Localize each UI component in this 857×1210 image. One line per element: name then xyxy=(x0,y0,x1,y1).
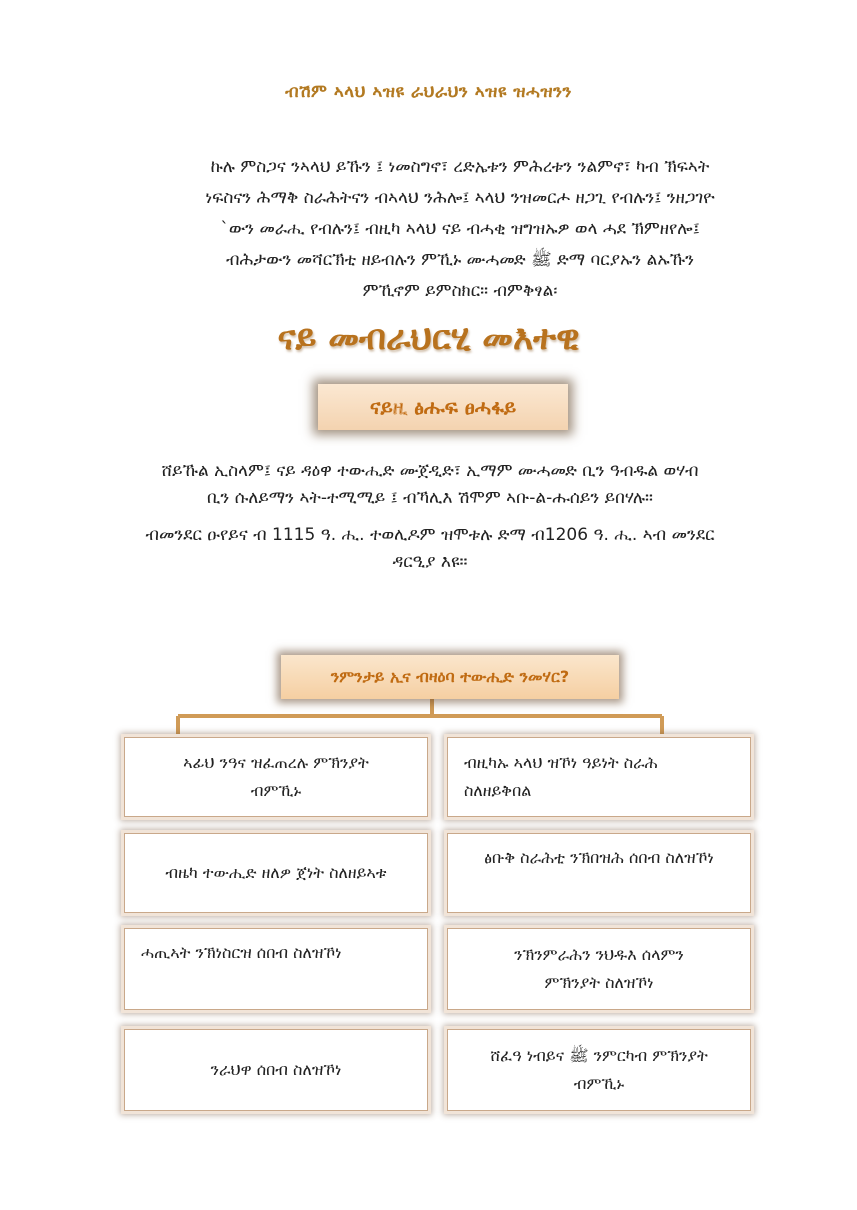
reason-text: ኣፊህ ንዓና ዝፈጠረሉ ምኽንያት xyxy=(183,753,369,772)
reason-box xyxy=(447,737,751,817)
reason-text: ብምኺኑ xyxy=(250,781,302,800)
intro-line: `ውን መራሒ የብሉን፤ ብዚካ ኣላህ ናይ ብሓቂ ዝግዝኡዎ ወላ ሓደ ኽምዘየሎ፤ xyxy=(220,219,700,239)
reason-box xyxy=(124,833,428,913)
reason-box xyxy=(447,833,751,913)
reason-text: ምኽንያት ስለዝኾነ xyxy=(544,973,654,992)
center-question-text: ንምንታይ ኢና ብዛዕባ ተውሒድ ንመሃር? xyxy=(330,667,570,686)
reason-text: ብምኺኑ xyxy=(573,1074,625,1093)
intro-line: ነፍስናን ሕማቅ ስራሕትናን ብኣላህ ንሕሎ፤ ኣላህ ንዝመርሖ ዘጋጊ የብሉን፤ ንዘጋገዮ xyxy=(205,188,715,208)
reason-box xyxy=(124,1029,428,1111)
diagram-center-question xyxy=(281,655,619,699)
intro-line: ብሕታውን መሻርኽቲ ዘይብሉን ምኺኑ ሙሓመድ ﷺ ድማ ባርያኡን ልኡኹን xyxy=(226,250,694,270)
basmala-heading: ብሽም ኣላህ ኣዝዩ ራህራህን ኣዝዩ ዝሓዝንን xyxy=(285,82,572,102)
reason-box xyxy=(124,928,428,1010)
reason-text: ስለዘይቅበል xyxy=(464,781,532,800)
author-subtitle: ናይዚ ፅሑፍ ፀሓፋይ xyxy=(369,395,517,419)
main-title: ናይ መብራህርሂ መእተዊ xyxy=(277,318,580,358)
bio-line: ሸይኹል ኢስላም፤ ናይ ዳዕዋ ተውሒድ ሙጀዲድ፣ ኢማም ሙሓመድ ቢን ዓብዱል ወሃብ xyxy=(161,461,699,481)
reason-text: ሓጢኣት ንኽነስርዝ ሰበብ ስለዝኾነ xyxy=(141,943,342,962)
bio-line: ብመንደር ዑየይና ብ 1115 ዓ. ሒ. ተወሊዶም ዝሞቱሉ ድማ ብ1206 ዓ. ሒ. ኣብ መንደር xyxy=(145,525,715,545)
bio-line: ዳርዒያ እዩ። xyxy=(392,552,468,572)
reason-text: ንራህዋ ሰበብ ስለዝኾነ xyxy=(210,1060,342,1079)
reason-box xyxy=(447,1029,751,1111)
intro-line: ኩሉ ምስጋና ንኣላህ ይኹን ፤ ነመስግኖ፣ ረድኤቱን ምሕረቱን ንልምኖ፣ ካብ ኽፍኣት xyxy=(210,157,710,177)
reason-text: ብዚካኡ ኣላህ ዝኾነ ዓይነት ስራሕ xyxy=(464,753,658,772)
reason-text: ሸፈዓ ነብይና ﷺ ንምርካብ ምኽንያት xyxy=(490,1046,708,1065)
reason-text: ብዜካ ተውሒድ ዘለዎ ጀነት ስለዘይኣቱ xyxy=(165,863,387,882)
reason-box xyxy=(124,737,428,817)
intro-line: ምኺኖም ይምስክር። ብምቅፃል፡ xyxy=(362,281,558,301)
bio-line: ቢን ሱለይማን ኣት-ተሚሚይ ፤ ብኻሊእ ሽሞም ኣቡ-ል-ሑሰይን ይበሃሉ። xyxy=(207,488,653,508)
reason-box xyxy=(447,928,751,1010)
reason-text: ንኽንምራሕን ንህዱእ ሰላምን xyxy=(514,945,684,964)
reason-text: ፅቡቅ ስራሕቲ ንኽበዝሕ ሰበብ ስለዝኾነ xyxy=(484,848,714,867)
